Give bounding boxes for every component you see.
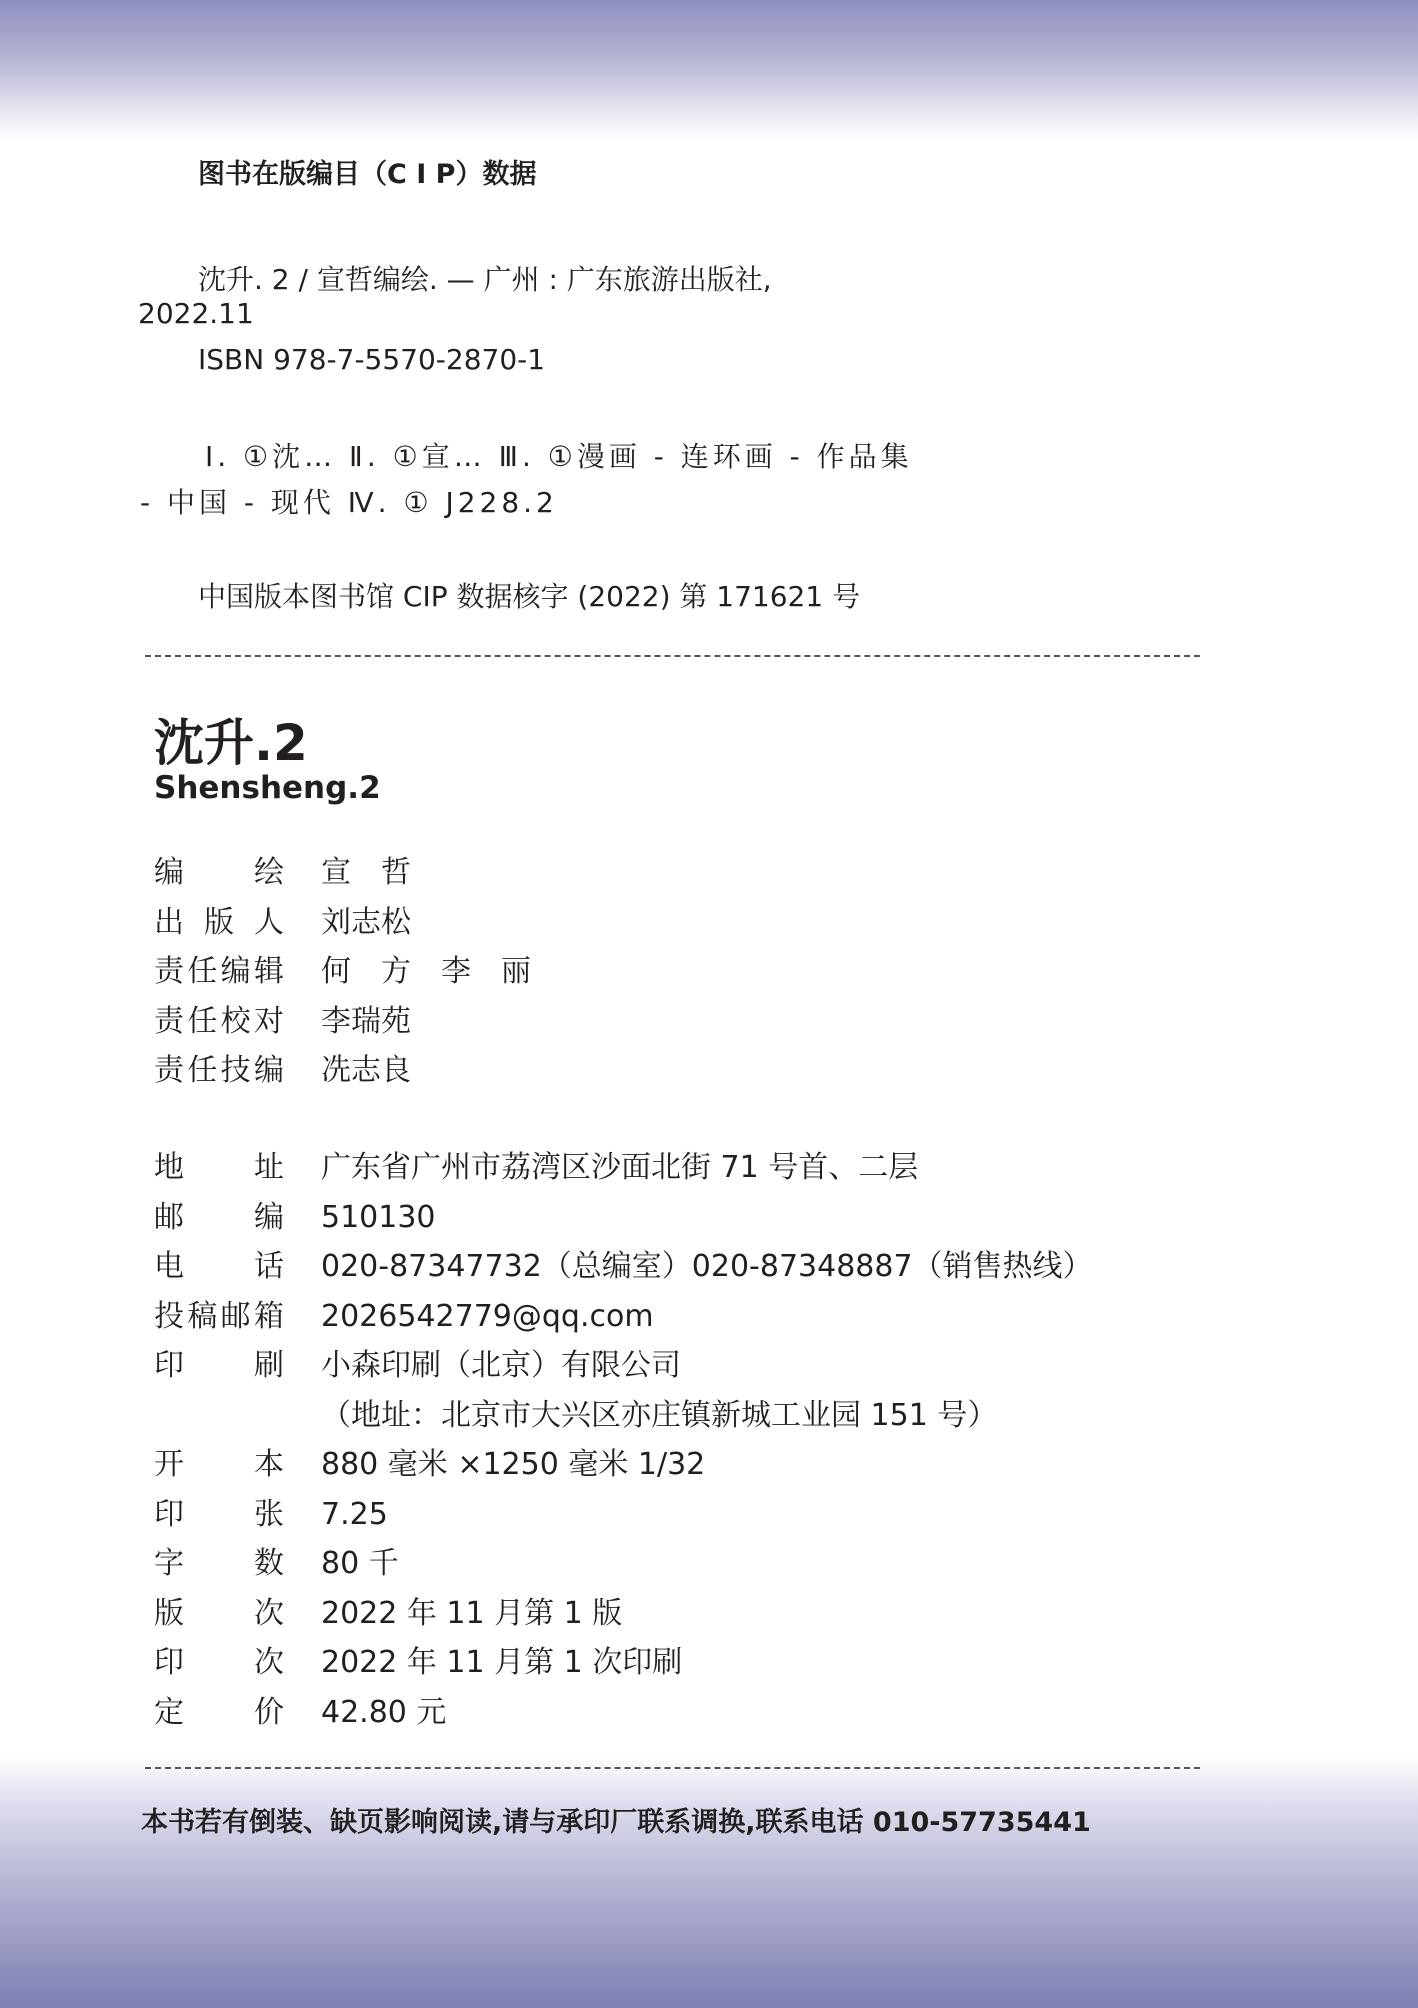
info-value: 020-87347732（总编室）020-87348887（销售热线） (321, 1249, 1093, 1284)
info-row (154, 1638, 1254, 1688)
info-label (154, 1391, 284, 1441)
info-label (154, 848, 284, 898)
info-value: 880 毫米 ×1250 毫米 1/32 (321, 1447, 706, 1482)
info-label-char: 版 (204, 904, 234, 940)
info-label-char: 邮 (154, 1199, 184, 1235)
info-label (154, 1292, 284, 1342)
info-value: 广东省广州市荔湾区沙面北街 71 号首、二层 (321, 1150, 919, 1185)
cip-classification-line-1: Ⅰ. ①沈… Ⅱ. ①宣… Ⅲ. ①漫画 - 连环画 - 作品集 (205, 440, 913, 473)
info-label-char: 印 (154, 1496, 184, 1532)
info-value: 刘志松 (321, 904, 411, 940)
info-label-char: 印 (154, 1645, 184, 1680)
info-label-char: 责 (154, 1053, 184, 1088)
info-row (154, 1539, 1254, 1589)
info-label-char: 人 (254, 904, 284, 940)
info-value: 冼志良 (321, 1053, 411, 1088)
info-label (154, 1440, 284, 1490)
divider-bottom (145, 1767, 1200, 1769)
info-label (154, 997, 284, 1047)
info-label-char: 张 (254, 1496, 284, 1532)
info-label-char: 址 (254, 1150, 284, 1185)
info-label-char: 任 (187, 1003, 218, 1039)
info-row (154, 997, 1254, 1047)
info-label-char: 任 (187, 1053, 218, 1088)
info-label-char: 次 (254, 1595, 284, 1631)
info-label-char: 编 (254, 1199, 284, 1235)
info-label-char: 稿 (187, 1298, 218, 1334)
info-label-char: 责 (154, 954, 184, 989)
info-label-char: 对 (253, 1003, 284, 1039)
info-label-char: 价 (254, 1694, 284, 1730)
info-label-char: 编 (154, 855, 184, 890)
info-label (154, 947, 284, 997)
top-gradient-band (0, 0, 1418, 140)
info-label-char: 电 (154, 1249, 184, 1284)
info-label-char: 校 (220, 1003, 251, 1039)
info-row (154, 1193, 1254, 1243)
info-label-char: 辑 (253, 954, 284, 989)
footer-notice: 本书若有倒装、缺页影响阅读,请与承印厂联系调换,联系电话 010-57735441 (141, 1807, 1091, 1838)
info-label-char: 数 (254, 1546, 284, 1581)
info-label (154, 1539, 284, 1589)
info-row (154, 1242, 1254, 1292)
info-value: 2022 年 11 月第 1 版 (321, 1595, 623, 1631)
info-label-char: 印 (154, 1348, 184, 1383)
info-label (154, 1046, 284, 1096)
info-row (154, 1490, 1254, 1540)
bottom-gradient-band (0, 1755, 1418, 2008)
book-subtitle: Shensheng.2 (154, 770, 381, 806)
info-row (154, 947, 1254, 997)
cip-classification-line-2: - 中国 - 现代 Ⅳ. ① J228.2 (140, 486, 558, 519)
info-label-char: 编 (220, 954, 251, 989)
publisher-info-list (154, 1143, 1254, 1737)
info-label (154, 1638, 284, 1688)
info-label-char: 地 (154, 1150, 184, 1185)
info-label-char: 技 (220, 1053, 251, 1088)
info-label-char: 话 (254, 1249, 284, 1284)
info-row (154, 1589, 1254, 1639)
info-label (154, 1490, 284, 1540)
cip-publication-date: 2022.11 (138, 297, 254, 330)
info-label-char: 定 (154, 1694, 184, 1730)
cip-heading: 图书在版编目（C I P）数据 (198, 159, 537, 190)
info-row (154, 1391, 1254, 1441)
info-value: 7.25 (321, 1496, 388, 1532)
divider-top (145, 655, 1200, 657)
info-row (154, 848, 1254, 898)
info-label-char: 版 (154, 1595, 184, 1631)
cip-bibliographic-line: 沈升. 2 / 宣哲编绘. — 广州 : 广东旅游出版社, (198, 263, 772, 296)
info-value: 何 方 李 丽 (321, 954, 531, 989)
info-label-char: 箱 (253, 1298, 284, 1334)
info-row (154, 1341, 1254, 1391)
info-label-char: 绘 (254, 855, 284, 890)
info-value: 2022 年 11 月第 1 次印刷 (321, 1645, 683, 1680)
info-row (154, 1046, 1254, 1096)
info-label-char: 刷 (254, 1348, 284, 1383)
info-label-char: 字 (154, 1546, 184, 1581)
info-label-char: 本 (254, 1447, 284, 1482)
info-label (154, 1143, 284, 1193)
info-label (154, 1688, 284, 1738)
info-label-char: 次 (254, 1645, 284, 1680)
info-row (154, 898, 1254, 948)
info-value: 李瑞苑 (321, 1003, 411, 1039)
info-value: 80 千 (321, 1546, 399, 1581)
info-label (154, 898, 284, 948)
book-title: 沈升.2 (154, 714, 308, 772)
info-value: 2026542779@qq.com (321, 1298, 654, 1334)
info-value: 宣 哲 (321, 855, 411, 890)
info-label-char: 编 (253, 1053, 284, 1088)
info-label (154, 1242, 284, 1292)
info-value: （地址：北京市大兴区亦庄镇新城工业园 151 号） (321, 1397, 998, 1433)
info-value: 小森印刷（北京）有限公司 (321, 1348, 681, 1383)
info-value: 510130 (321, 1199, 436, 1235)
info-label (154, 1589, 284, 1639)
info-label-char: 投 (154, 1298, 184, 1334)
cip-verification-number: 中国版本图书馆 CIP 数据核字 (2022) 第 171621 号 (198, 580, 861, 613)
info-row (154, 1688, 1254, 1738)
info-label-char: 责 (154, 1003, 184, 1039)
info-label-char: 出 (154, 904, 184, 940)
info-row (154, 1143, 1254, 1193)
info-label-char: 开 (154, 1447, 184, 1482)
info-label-char: 邮 (220, 1298, 251, 1334)
info-value: 42.80 元 (321, 1694, 447, 1730)
cip-isbn: ISBN 978-7-5570-2870-1 (198, 343, 546, 376)
info-label-char: 任 (187, 954, 218, 989)
info-row (154, 1292, 1254, 1342)
info-label (154, 1341, 284, 1391)
credits-list (154, 848, 1254, 1096)
info-label (154, 1193, 284, 1243)
info-row (154, 1440, 1254, 1490)
